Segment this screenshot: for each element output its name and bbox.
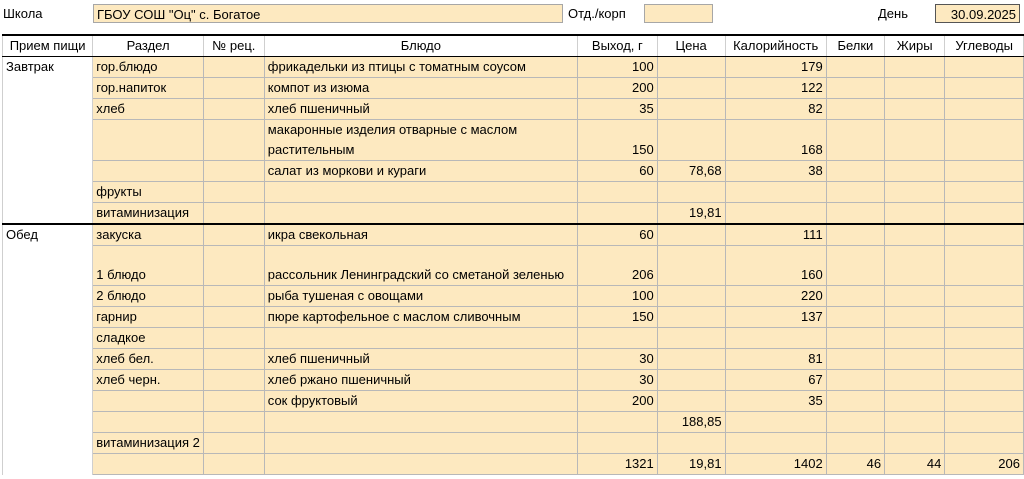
section-cell[interactable]: хлеб [93,99,204,120]
meal-cell[interactable] [3,328,93,349]
dish-cell[interactable]: рыба тушеная с овощами [264,286,577,307]
yield-cell[interactable]: 200 [577,78,657,99]
fat-cell[interactable] [885,412,945,433]
table-row [3,433,1024,454]
division-label: Отд./корп [568,6,626,21]
meal-cell[interactable] [3,182,93,203]
dish-cell[interactable] [264,182,577,203]
meal-cell[interactable] [3,454,93,475]
dish-cell[interactable] [264,433,577,454]
section-cell[interactable] [93,161,204,182]
calories-cell[interactable]: 82 [725,99,826,120]
recipe-cell[interactable] [203,391,264,412]
yield-cell[interactable]: 30 [577,349,657,370]
col-header-dish: Блюдо [264,35,577,57]
dish-cell[interactable]: хлеб пшеничный [264,99,577,120]
protein-cell[interactable] [826,433,884,454]
protein-cell[interactable] [826,412,884,433]
yield-cell[interactable] [577,203,657,225]
table-row [3,224,1024,246]
yield-cell[interactable]: 100 [577,286,657,307]
section-cell[interactable]: хлеб черн. [93,370,204,391]
section-cell[interactable]: закуска [93,224,204,246]
table-row [3,99,1024,120]
yield-cell[interactable] [577,182,657,203]
calories-cell[interactable]: 122 [725,78,826,99]
section-cell[interactable]: гор.блюдо [93,57,204,78]
yield-cell[interactable]: 35 [577,99,657,120]
calories-cell[interactable]: 35 [725,391,826,412]
fat-cell[interactable] [885,286,945,307]
table-row [3,246,1024,286]
price-cell[interactable] [657,286,725,307]
meal-cell[interactable] [3,120,93,161]
price-cell[interactable]: 19,81 [657,454,725,475]
col-header-section: Раздел [93,35,204,57]
section-cell[interactable]: фрукты [93,182,204,203]
fat-cell[interactable] [885,99,945,120]
day-value-cell[interactable]: 30.09.2025 [935,4,1020,23]
school-value-cell[interactable]: ГБОУ СОШ "Оц" с. Богатое [93,4,563,23]
section-cell[interactable]: гор.напиток [93,78,204,99]
meal-cell[interactable]: Завтрак [3,57,93,78]
yield-cell[interactable]: 150 [577,120,657,161]
meal-cell[interactable] [3,412,93,433]
carbs-cell[interactable] [945,120,1024,161]
fat-cell[interactable] [885,224,945,246]
table-row [3,286,1024,307]
carbs-cell[interactable] [945,224,1024,246]
yield-cell[interactable]: 150 [577,307,657,328]
table-row [3,370,1024,391]
section-cell[interactable]: гарнир [93,307,204,328]
calories-cell[interactable]: 160 [725,246,826,286]
protein-cell[interactable] [826,182,884,203]
protein-cell[interactable] [826,286,884,307]
meal-cell[interactable] [3,370,93,391]
section-cell[interactable]: сладкое [93,328,204,349]
dish-cell[interactable]: хлеб пшеничный [264,349,577,370]
carbs-cell[interactable] [945,328,1024,349]
fat-cell[interactable] [885,120,945,161]
fat-cell[interactable] [885,203,945,225]
recipe-cell[interactable] [203,224,264,246]
price-cell[interactable] [657,307,725,328]
dish-cell[interactable] [264,203,577,225]
price-cell[interactable] [657,349,725,370]
dish-cell[interactable] [264,328,577,349]
dish-cell[interactable]: пюре картофельное с маслом сливочным [264,307,577,328]
carbs-cell[interactable] [945,391,1024,412]
meal-cell[interactable] [3,349,93,370]
price-cell[interactable] [657,370,725,391]
calories-cell[interactable]: 1402 [725,454,826,475]
recipe-cell[interactable] [203,307,264,328]
price-cell[interactable]: 78,68 [657,161,725,182]
protein-cell[interactable] [826,57,884,78]
calories-cell[interactable]: 220 [725,286,826,307]
table-row [3,78,1024,99]
fat-cell[interactable] [885,78,945,99]
protein-cell[interactable] [826,328,884,349]
recipe-cell[interactable] [203,286,264,307]
calories-cell[interactable]: 111 [725,224,826,246]
fat-cell[interactable] [885,349,945,370]
fat-cell[interactable]: 44 [885,454,945,475]
column-header-row [3,35,1024,57]
table-row [3,391,1024,412]
table-row [3,454,1024,475]
carbs-cell[interactable] [945,286,1024,307]
dish-cell[interactable]: макаронные изделия отварные с маслом растительным [264,120,577,161]
menu-table [2,34,1024,475]
price-cell[interactable] [657,328,725,349]
calories-cell[interactable] [725,328,826,349]
meal-cell[interactable] [3,246,93,286]
calories-cell[interactable]: 137 [725,307,826,328]
table-row [3,412,1024,433]
calories-cell[interactable]: 38 [725,161,826,182]
calories-cell[interactable] [725,182,826,203]
table-row [3,120,1024,161]
yield-cell[interactable] [577,328,657,349]
calories-cell[interactable]: 179 [725,57,826,78]
section-cell[interactable]: 2 блюдо [93,286,204,307]
carbs-cell[interactable] [945,203,1024,225]
dish-cell[interactable]: сок фруктовый [264,391,577,412]
carbs-cell[interactable] [945,161,1024,182]
fat-cell[interactable] [885,57,945,78]
fat-cell[interactable] [885,307,945,328]
calories-cell[interactable] [725,433,826,454]
protein-cell[interactable] [826,349,884,370]
yield-cell[interactable]: 60 [577,161,657,182]
yield-cell[interactable]: 60 [577,224,657,246]
protein-cell[interactable] [826,120,884,161]
recipe-cell[interactable] [203,328,264,349]
dish-cell[interactable]: рассольник Ленинградский со сметаной зеленью [264,246,577,286]
table-row [3,328,1024,349]
recipe-cell[interactable] [203,99,264,120]
yield-cell[interactable]: 100 [577,57,657,78]
table-row [3,307,1024,328]
table-row [3,203,1024,225]
recipe-cell[interactable] [203,246,264,286]
carbs-cell[interactable] [945,182,1024,203]
dish-cell[interactable]: салат из моркови и кураги [264,161,577,182]
price-cell[interactable]: 188,85 [657,412,725,433]
col-header-protein: Белки [826,35,884,57]
fat-cell[interactable] [885,182,945,203]
recipe-cell[interactable] [203,454,264,475]
meal-cell[interactable] [3,203,93,225]
recipe-cell[interactable] [203,78,264,99]
carbs-cell[interactable] [945,99,1024,120]
recipe-cell[interactable] [203,120,264,161]
recipe-cell[interactable] [203,161,264,182]
dish-cell[interactable] [264,454,577,475]
price-cell[interactable]: 19,81 [657,203,725,225]
dish-cell[interactable]: фрикадельки из птицы с томатным соусом [264,57,577,78]
col-header-calories: Калорийность [725,35,826,57]
fat-cell[interactable] [885,246,945,286]
section-cell[interactable]: 1 блюдо [93,246,204,286]
fat-cell[interactable] [885,161,945,182]
carbs-cell[interactable] [945,370,1024,391]
calories-cell[interactable]: 67 [725,370,826,391]
recipe-cell[interactable] [203,182,264,203]
protein-cell[interactable] [826,370,884,391]
price-cell[interactable] [657,391,725,412]
school-label: Школа [3,6,43,21]
dish-cell[interactable]: икра свекольная [264,224,577,246]
meal-cell[interactable] [3,78,93,99]
col-header-meal: Прием пищи [3,35,93,57]
protein-cell[interactable] [826,161,884,182]
calories-cell[interactable] [725,203,826,225]
meal-cell[interactable] [3,286,93,307]
fat-cell[interactable] [885,433,945,454]
calories-cell[interactable] [725,412,826,433]
meal-cell[interactable] [3,433,93,454]
calories-cell[interactable]: 168 [725,120,826,161]
carbs-cell[interactable] [945,307,1024,328]
table-row [3,57,1024,78]
recipe-cell[interactable] [203,57,264,78]
recipe-cell[interactable] [203,370,264,391]
recipe-cell[interactable] [203,203,264,225]
fat-cell[interactable] [885,370,945,391]
protein-cell[interactable] [826,307,884,328]
protein-cell[interactable] [826,99,884,120]
section-cell[interactable] [93,454,204,475]
meal-cell[interactable] [3,391,93,412]
dish-cell[interactable]: хлеб ржано пшеничный [264,370,577,391]
meal-cell[interactable] [3,307,93,328]
protein-cell[interactable] [826,391,884,412]
table-row [3,182,1024,203]
table-row [3,349,1024,370]
carbs-cell[interactable] [945,246,1024,286]
carbs-cell[interactable] [945,412,1024,433]
yield-cell[interactable] [577,433,657,454]
price-cell[interactable] [657,224,725,246]
price-cell[interactable] [657,433,725,454]
division-value-cell[interactable] [644,4,713,23]
yield-cell[interactable] [577,412,657,433]
yield-cell[interactable]: 206 [577,246,657,286]
protein-cell[interactable] [826,224,884,246]
recipe-cell[interactable] [203,412,264,433]
price-cell[interactable] [657,57,725,78]
price-cell[interactable] [657,99,725,120]
col-header-price: Цена [657,35,725,57]
price-cell[interactable] [657,78,725,99]
fat-cell[interactable] [885,328,945,349]
recipe-cell[interactable] [203,433,264,454]
sheet-header [0,0,1024,26]
yield-cell[interactable]: 200 [577,391,657,412]
carbs-cell[interactable] [945,57,1024,78]
calories-cell[interactable]: 81 [725,349,826,370]
carbs-cell[interactable] [945,349,1024,370]
protein-cell[interactable]: 46 [826,454,884,475]
recipe-cell[interactable] [203,349,264,370]
col-header-yield: Выход, г [577,35,657,57]
meal-cell[interactable] [3,99,93,120]
col-header-fat: Жиры [885,35,945,57]
carbs-cell[interactable]: 206 [945,454,1024,475]
yield-cell[interactable]: 1321 [577,454,657,475]
table-row [3,161,1024,182]
section-cell[interactable]: витаминизация 2 [93,433,204,454]
yield-cell[interactable]: 30 [577,370,657,391]
carbs-cell[interactable] [945,78,1024,99]
carbs-cell[interactable] [945,433,1024,454]
meal-cell[interactable]: Обед [3,224,93,246]
day-label: День [878,6,908,21]
dish-cell[interactable] [264,412,577,433]
price-cell[interactable] [657,120,725,161]
dish-cell[interactable]: компот из изюма [264,78,577,99]
section-cell[interactable]: витаминизация [93,203,204,225]
section-cell[interactable] [93,412,204,433]
price-cell[interactable] [657,246,725,286]
protein-cell[interactable] [826,78,884,99]
col-header-carbs: Углеводы [945,35,1024,57]
col-header-recipe: № рец. [203,35,264,57]
section-cell[interactable]: хлеб бел. [93,349,204,370]
price-cell[interactable] [657,182,725,203]
protein-cell[interactable] [826,246,884,286]
protein-cell[interactable] [826,203,884,225]
meal-cell[interactable] [3,161,93,182]
section-cell[interactable] [93,120,204,161]
section-cell[interactable] [93,391,204,412]
fat-cell[interactable] [885,391,945,412]
